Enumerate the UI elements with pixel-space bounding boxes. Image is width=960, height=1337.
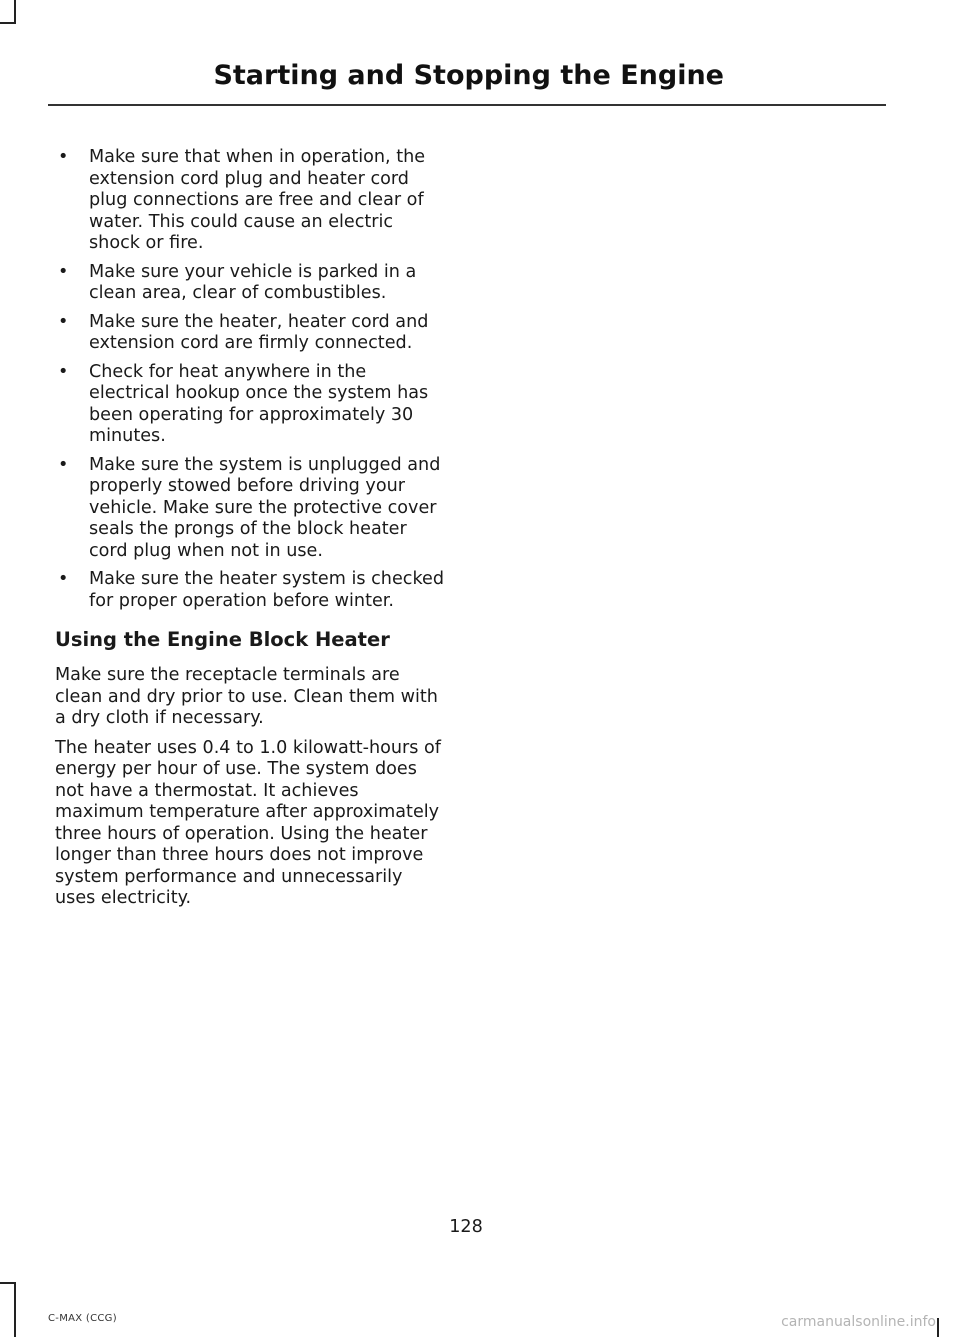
crop-mark <box>937 1318 939 1337</box>
crop-mark <box>0 1282 16 1284</box>
crop-mark <box>14 0 16 22</box>
page-title: Starting and Stopping the Engine <box>213 60 724 91</box>
main-content <box>55 147 448 918</box>
bullet-list <box>55 147 448 612</box>
paragraph: Make sure the receptacle terminals are clean and dry prior to use. Clean them with a dry cloth if necessary. <box>55 665 438 728</box>
bullet-icon: • <box>58 361 69 382</box>
list-item-text: Make sure your vehicle is parked in a clean area, clear of combustibles. <box>89 261 417 303</box>
list-item-text: Make sure the system is unplugged and properly stowed before driving your vehicle. Make sure the protective cover seals the prongs of the block heater cord plug when not in use. <box>89 454 441 561</box>
watermark: carmanualsonline.info <box>781 1314 936 1330</box>
bullet-icon: • <box>58 569 69 589</box>
bullet-icon: • <box>58 311 69 332</box>
bullet-icon: • <box>58 147 69 167</box>
footer-model-label: C-MAX (CCG) <box>48 1313 117 1324</box>
list-item-text: Make sure that when in operation, the extension cord plug and heater cord plug connections are free and clear of water. This could cause an electric shock or fire. <box>89 147 426 253</box>
list-item <box>55 262 448 305</box>
page-number: 128 <box>449 1217 483 1237</box>
section-heading: Using the Engine Block Heater <box>55 628 390 651</box>
list-item <box>55 312 448 355</box>
header-divider <box>48 104 886 106</box>
list-item-text: Make sure the heater, heater cord and extension cord are firmly connected. <box>89 311 429 353</box>
crop-mark <box>14 1282 16 1337</box>
list-item <box>55 362 448 448</box>
crop-mark <box>0 22 16 24</box>
bullet-icon: • <box>58 454 69 475</box>
bullet-icon: • <box>58 261 69 282</box>
paragraph: The heater uses 0.4 to 1.0 kilowatt-hours of energy per hour of use. The system does not have a thermostat. It achieves maximum temperature after approximately three hours of operation. Using the heater longer than three hours does not improve system performance and unnecessarily uses electricity. <box>55 737 441 908</box>
list-item <box>55 455 448 563</box>
list-item <box>55 569 448 612</box>
list-item <box>55 147 448 255</box>
list-item-text: Make sure the heater system is checked for proper operation before winter. <box>89 569 445 611</box>
list-item-text: Check for heat anywhere in the electrical hookup once the system has been operating for approximately 30 minutes. <box>89 361 429 446</box>
